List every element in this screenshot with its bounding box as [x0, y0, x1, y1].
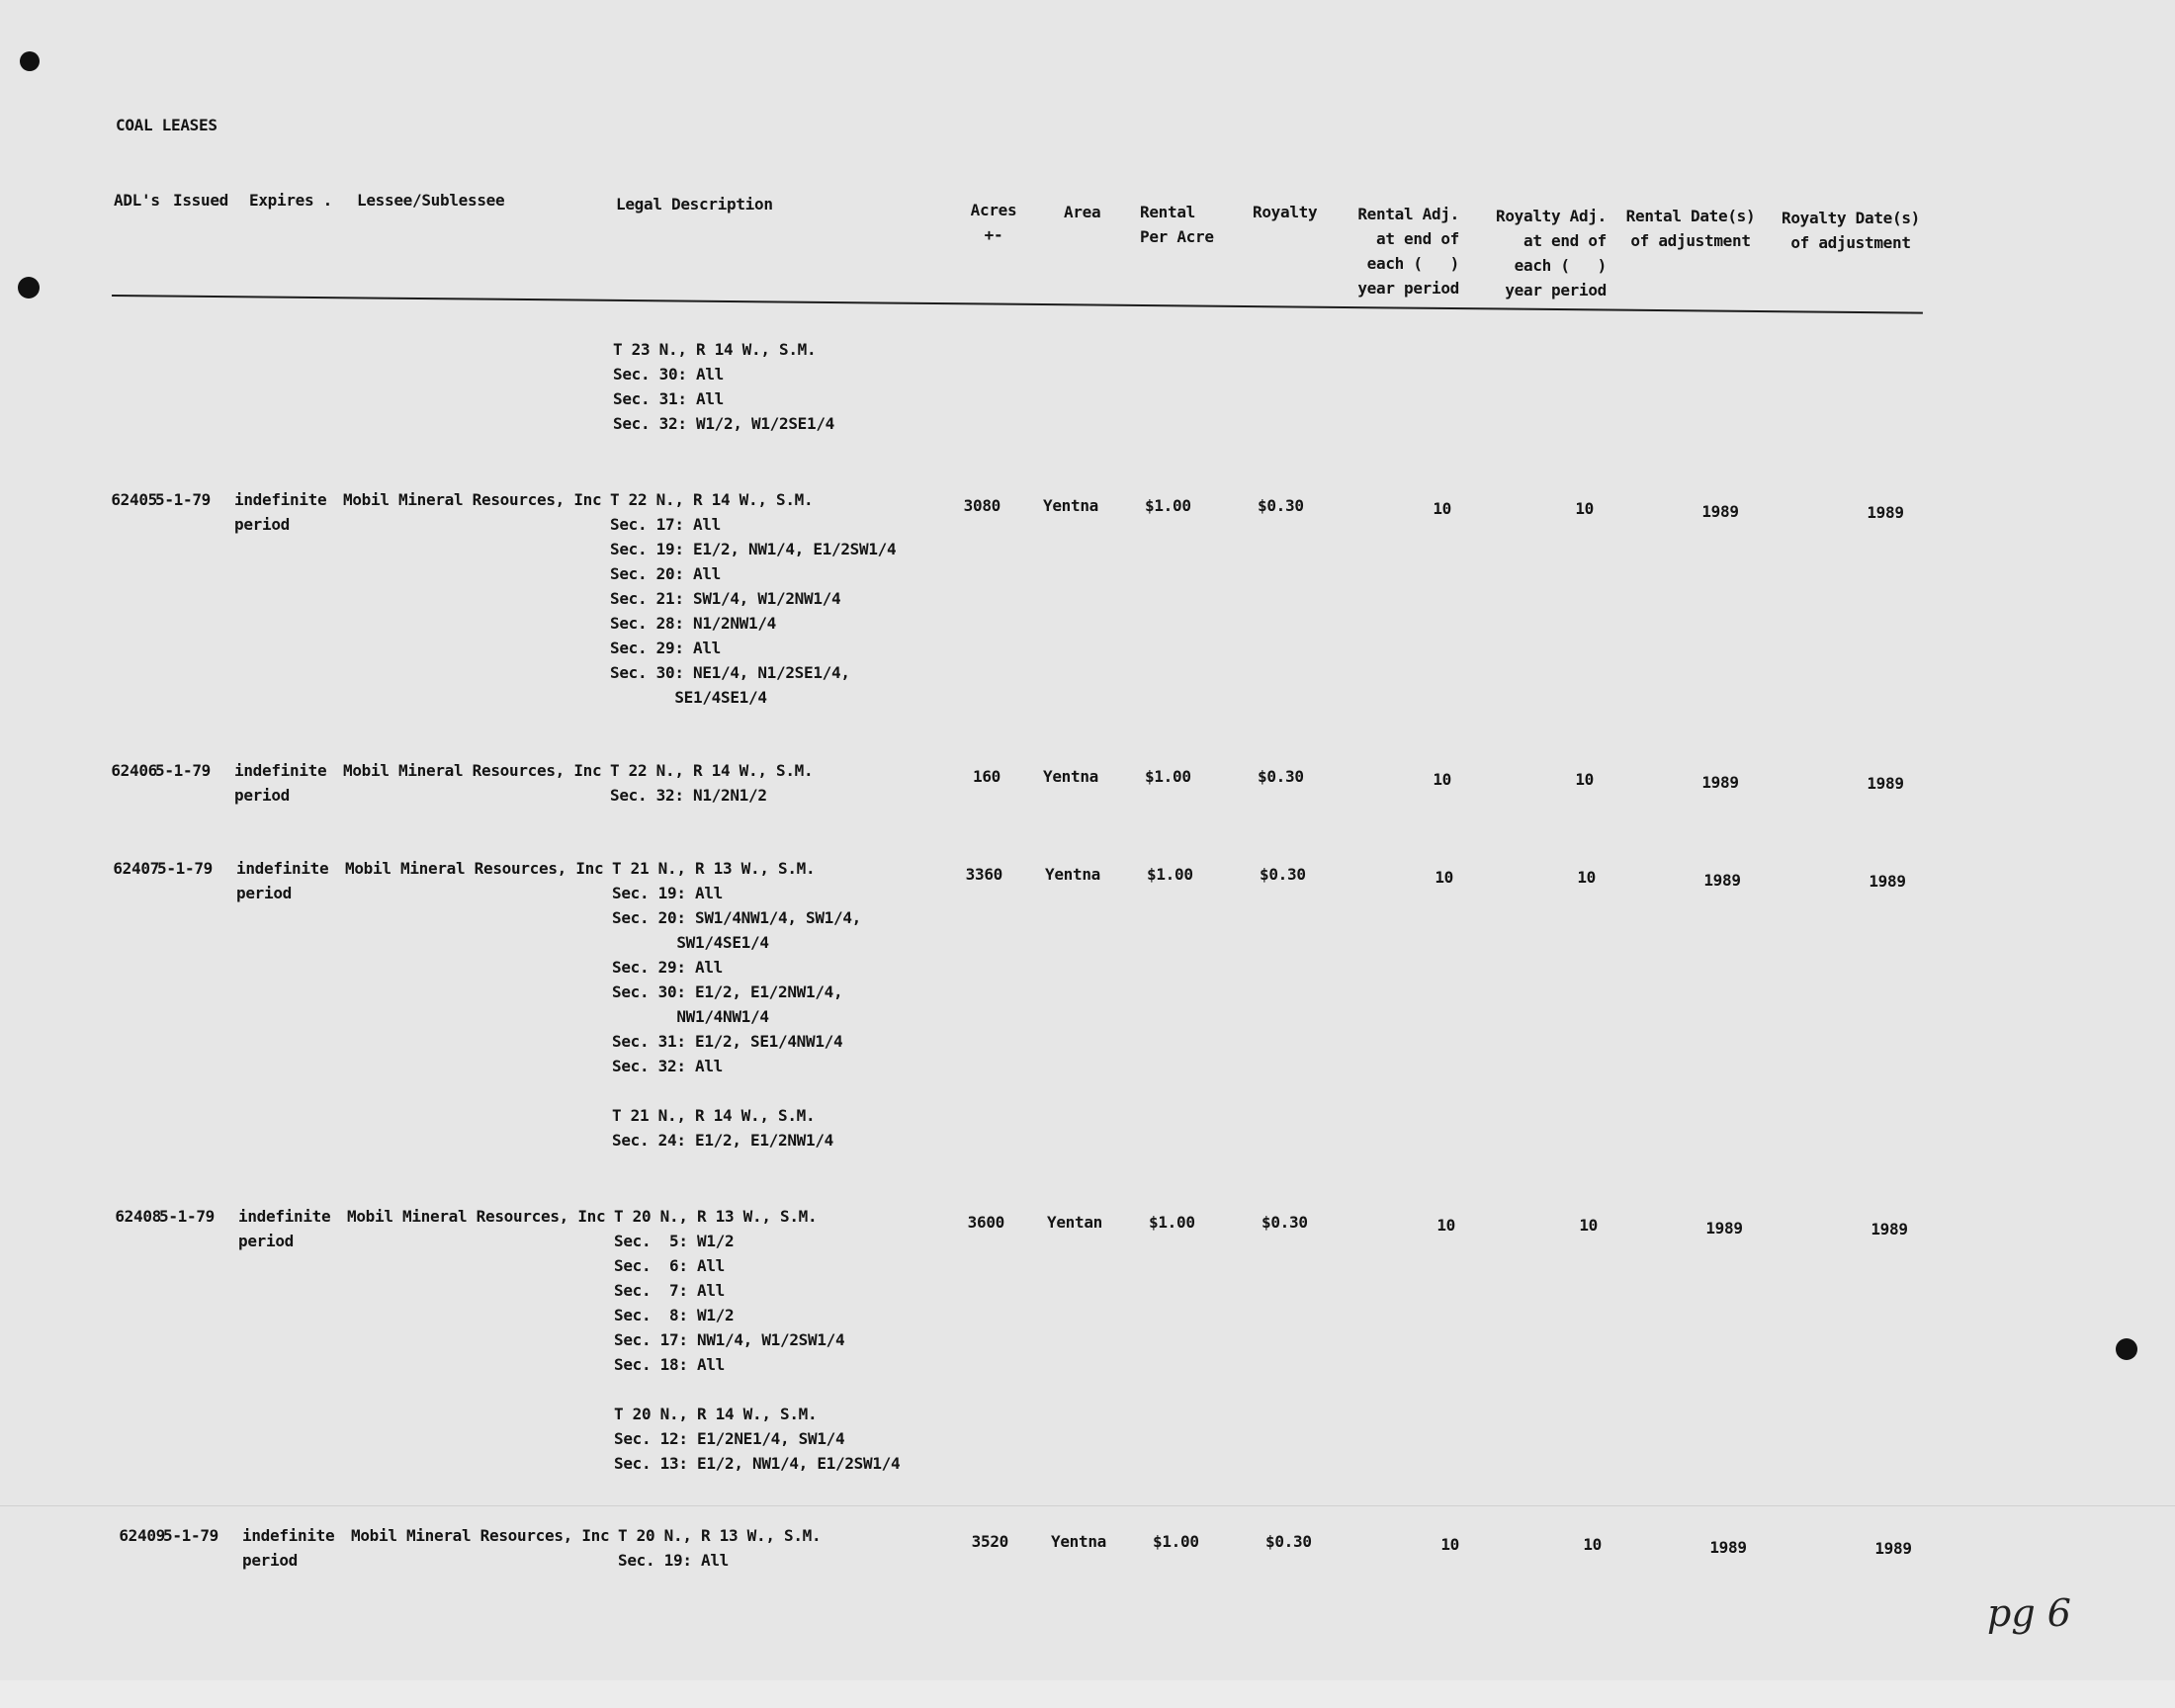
legal-line: Sec. 30: All: [613, 365, 724, 384]
cell-area: Yentna: [1051, 1532, 1106, 1551]
cell-rental-date: 1989: [1701, 502, 1739, 521]
legal-line: Sec. 24: E1/2, E1/2NW1/4: [612, 1131, 833, 1150]
cell-royalty-adj: 10: [1583, 1535, 1602, 1554]
cell-rental-date: 1989: [1709, 1538, 1747, 1557]
cell-acres: 3520: [971, 1532, 1008, 1551]
cell-legal: [618, 1523, 821, 1573]
carryover-legal: [613, 337, 834, 436]
header-rental: Rental Per Acre: [1140, 203, 1214, 246]
cell-acres: 160: [973, 767, 1000, 786]
cell-royalty-date: 1989: [1874, 1539, 1912, 1558]
legal-line: Sec. 5: W1/2: [614, 1232, 735, 1250]
cell-expires: indefinite period: [238, 1207, 331, 1250]
cell-royalty: $0.30: [1258, 496, 1304, 515]
cell-royalty-adj: 10: [1579, 1216, 1598, 1235]
legal-line: T 21 N., R 13 W., S.M.: [612, 859, 816, 878]
legal-line: Sec. 32: N1/2N1/2: [610, 786, 767, 805]
cell-expires: indefinite period: [234, 490, 327, 534]
cell-royalty-adj: 10: [1577, 868, 1596, 887]
legal-line: Sec. 30: NE1/4, N1/2SE1/4,: [610, 663, 850, 682]
legal-line: Sec. 30: E1/2, E1/2NW1/4,: [612, 982, 843, 1001]
header-area: Area: [1064, 203, 1101, 221]
cell-issued: 5-1-79: [159, 1207, 215, 1226]
cell-legal: [610, 487, 896, 710]
legal-line: SW1/4SE1/4: [612, 933, 769, 952]
legal-line: Sec. 31: E1/2, SE1/4NW1/4: [612, 1032, 843, 1051]
header-expires: Expires .: [249, 191, 332, 210]
legal-line: T 22 N., R 14 W., S.M.: [610, 490, 814, 509]
cell-expires: indefinite period: [236, 859, 329, 902]
cell-royalty-adj: 10: [1575, 770, 1594, 789]
legal-line: Sec. 19: E1/2, NW1/4, E1/2SW1/4: [610, 540, 897, 558]
legal-line: Sec. 29: All: [610, 639, 721, 657]
cell-issued: 5-1-79: [157, 859, 213, 878]
cell-rental-adj: 10: [1433, 499, 1451, 518]
cell-area: Yentna: [1043, 767, 1098, 786]
punch-hole-middle: [18, 277, 40, 299]
cell-issued: 5-1-79: [163, 1526, 218, 1545]
cell-royalty: $0.30: [1258, 767, 1304, 786]
cell-rental-adj: 10: [1433, 770, 1451, 789]
cell-rental-adj: 10: [1435, 868, 1453, 887]
cell-royalty: $0.30: [1265, 1532, 1312, 1551]
cell-royalty-date: 1989: [1867, 774, 1904, 793]
cell-area: Yentan: [1047, 1213, 1102, 1232]
legal-line: Sec. 18: All: [614, 1355, 725, 1374]
cell-acres: 3080: [963, 496, 1000, 515]
header-legal: Legal Description: [616, 195, 773, 214]
cell-area: Yentna: [1045, 865, 1100, 884]
legal-line: Sec. 13: E1/2, NW1/4, E1/2SW1/4: [614, 1454, 901, 1473]
cell-issued: 5-1-79: [155, 761, 211, 780]
cell-rental-date: 1989: [1701, 773, 1739, 792]
cell-rental: $1.00: [1149, 1213, 1195, 1232]
cell-rental: $1.00: [1147, 865, 1193, 884]
cell-adl: 62406: [111, 761, 157, 780]
cell-lessee: Mobil Mineral Resources, Inc: [347, 1207, 606, 1226]
header-royalty: Royalty: [1253, 203, 1318, 221]
cell-rental: $1.00: [1145, 767, 1191, 786]
legal-line: T 23 N., R 14 W., S.M.: [613, 340, 817, 359]
header-issued: Issued: [173, 191, 228, 210]
cell-lessee: Mobil Mineral Resources, Inc: [351, 1526, 610, 1545]
legal-line: Sec. 8: W1/2: [614, 1306, 735, 1324]
header-acres: Acres +-: [970, 201, 1017, 244]
header-rental-date: Rental Date(s) of adjustment: [1625, 207, 1756, 250]
legal-line: T 21 N., R 14 W., S.M.: [612, 1106, 816, 1125]
cell-acres: 3360: [965, 865, 1002, 884]
cell-acres: 3600: [967, 1213, 1004, 1232]
legal-line: Sec. 17: NW1/4, W1/2SW1/4: [614, 1330, 845, 1349]
punch-hole-top: [20, 51, 40, 71]
page-note: pg 6: [1987, 1591, 2071, 1635]
cell-legal: [612, 856, 861, 1153]
legal-line: Sec. 20: All: [610, 564, 721, 583]
cell-royalty-date: 1989: [1869, 872, 1906, 891]
section-title: COAL LEASES: [116, 116, 218, 134]
cell-legal: [610, 758, 813, 808]
legal-line: Sec. 19: All: [618, 1551, 729, 1570]
header-rule: [112, 295, 1923, 314]
cell-expires: indefinite period: [234, 761, 327, 805]
header-royalty-adj: Royalty Adj. at end of each ( ) year period: [1496, 207, 1607, 299]
legal-line: SE1/4SE1/4: [610, 688, 767, 707]
cell-lessee: Mobil Mineral Resources, Inc: [343, 761, 602, 780]
cell-royalty: $0.30: [1262, 1213, 1308, 1232]
cell-royalty-date: 1989: [1870, 1220, 1908, 1238]
legal-line: Sec. 17: All: [610, 515, 721, 534]
punch-hole-right: [2116, 1338, 2137, 1360]
cell-legal: [614, 1204, 900, 1476]
header-royalty-date: Royalty Date(s) of adjustment: [1782, 209, 1920, 252]
cell-rental: $1.00: [1145, 496, 1191, 515]
cell-rental: $1.00: [1153, 1532, 1199, 1551]
fold-line: [0, 1505, 2175, 1506]
cell-issued: 5-1-79: [155, 490, 211, 509]
legal-line: T 20 N., R 14 W., S.M.: [614, 1405, 818, 1423]
cell-rental-adj: 10: [1440, 1535, 1459, 1554]
legal-line: Sec. 31: All: [613, 389, 724, 408]
cell-rental-date: 1989: [1703, 871, 1741, 890]
legal-line: Sec. 6: All: [614, 1256, 725, 1275]
legal-line: Sec. 19: All: [612, 884, 723, 902]
legal-line: T 20 N., R 13 W., S.M.: [614, 1207, 818, 1226]
legal-line: T 22 N., R 14 W., S.M.: [610, 761, 814, 780]
cell-rental-date: 1989: [1705, 1219, 1743, 1238]
legal-line: Sec. 28: N1/2NW1/4: [610, 614, 776, 633]
cell-rental-adj: 10: [1436, 1216, 1455, 1235]
cell-lessee: Mobil Mineral Resources, Inc: [345, 859, 604, 878]
legal-line: Sec. 32: W1/2, W1/2SE1/4: [613, 414, 834, 433]
cell-adl: 62405: [111, 490, 157, 509]
header-rental-adj: Rental Adj. at end of each ( ) year period: [1357, 205, 1459, 298]
legal-line: Sec. 32: All: [612, 1057, 723, 1075]
cell-area: Yentna: [1043, 496, 1098, 515]
cell-adl: 62408: [115, 1207, 161, 1226]
cell-lessee: Mobil Mineral Resources, Inc: [343, 490, 602, 509]
legal-line: [612, 1078, 861, 1103]
header-lessee: Lessee/Sublessee: [357, 191, 505, 210]
legal-line: T 20 N., R 13 W., S.M.: [618, 1526, 822, 1545]
cell-adl: 62409: [119, 1526, 165, 1545]
cell-royalty: $0.30: [1260, 865, 1306, 884]
cell-expires: indefinite period: [242, 1526, 335, 1570]
legal-line: [614, 1377, 900, 1402]
legal-line: Sec. 12: E1/2NE1/4, SW1/4: [614, 1429, 845, 1448]
legal-line: NW1/4NW1/4: [612, 1007, 769, 1026]
legal-line: Sec. 21: SW1/4, W1/2NW1/4: [610, 589, 841, 608]
legal-line: Sec. 20: SW1/4NW1/4, SW1/4,: [612, 908, 861, 927]
cell-royalty-adj: 10: [1575, 499, 1594, 518]
header-adl: ADL's: [114, 191, 160, 210]
legal-line: Sec. 7: All: [614, 1281, 725, 1300]
cell-adl: 62407: [113, 859, 159, 878]
cell-royalty-date: 1989: [1867, 503, 1904, 522]
legal-line: Sec. 29: All: [612, 958, 723, 977]
